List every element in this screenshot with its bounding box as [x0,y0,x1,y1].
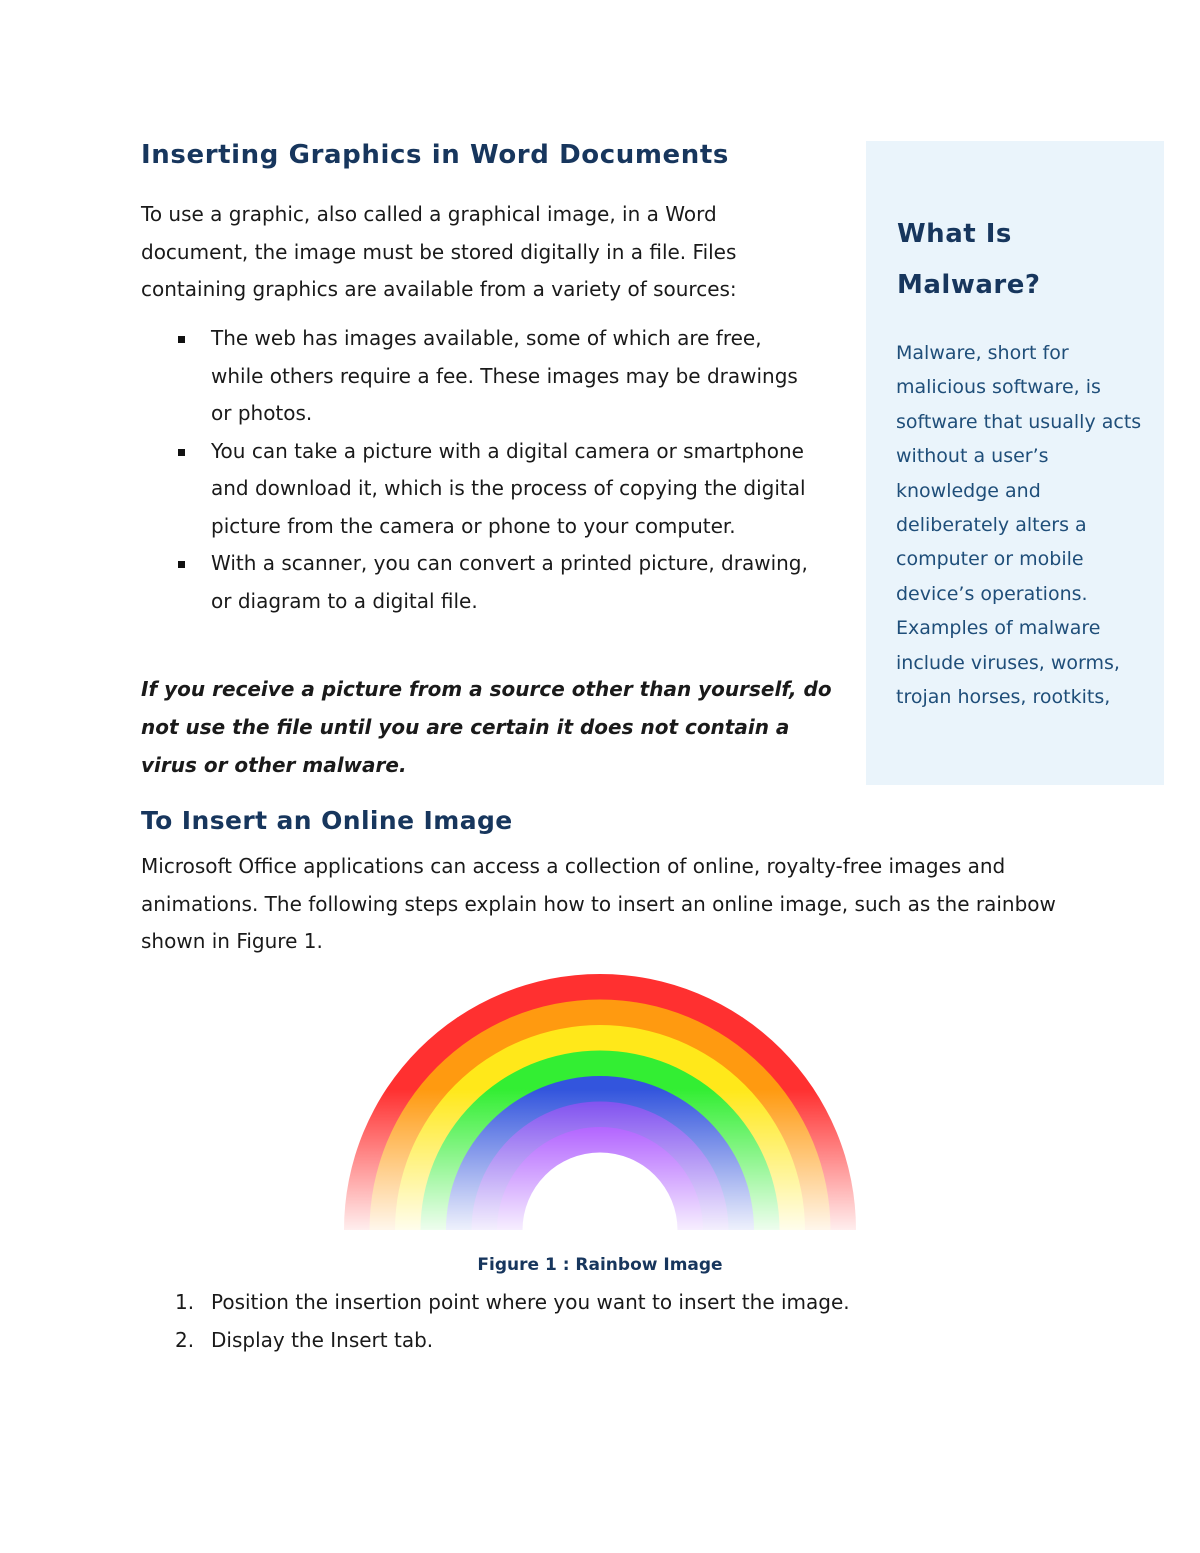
sources-list [141,320,821,620]
list-item-text: The web has images available, some of which are free, while others require a fee. These images may be drawings or photos. [211,326,798,425]
rainbow-fade-overlay [340,970,860,1235]
step-text: Position the insertion point where you want to insert the image. [211,1290,850,1314]
section-paragraph: Microsoft Office applications can access a collection of online, royalty-free images and animations. The following steps explain how to insert an online image, such as the rainbow shown in Figure 1. [141,854,1056,953]
step-number: 1. [175,1290,195,1314]
steps-list [141,1283,1041,1359]
sidebar-body: Malware, short for malicious software, is software that usually acts without a user’s knowledge and deliberately alters a computer or mobile device’s operations. Examples of malware include viruses, worms, trojan horses, rootkits, [896,342,1142,709]
list-item [141,320,811,433]
square-bullet-icon [178,449,185,456]
sidebar-title: What Is Malware? [897,219,1041,300]
malware-sidebar [866,141,1164,785]
malware-warning: If you receive a picture from a source other than yourself, do not use the file until you are certain it does not contain a virus or other malware. [141,677,832,777]
list-item-text: You can take a picture with a digital camera or smartphone and download it, which is the process of copying the digital picture from the camera or phone to your computer. [211,438,806,538]
step-item [141,1321,1041,1359]
document-title: Inserting Graphics in Word Documents [141,140,729,170]
rainbow-image [340,970,860,1235]
list-item [141,433,811,546]
list-item-text: With a scanner, you can convert a printed picture, drawing, or diagram to a digital file. [211,551,808,613]
intro-paragraph: To use a graphic, also called a graphical image, in a Word document, the image must be stored digitally in a file. Files containing graphics are available from a variety of sources: [141,202,737,301]
step-number: 2. [175,1328,195,1352]
step-text: Display the Insert tab. [211,1328,434,1352]
square-bullet-icon [178,561,185,568]
figure-caption: Figure 1 : Rainbow Image [477,1255,723,1275]
square-bullet-icon [178,336,185,343]
section-heading: To Insert an Online Image [141,806,513,835]
step-item [141,1283,1041,1321]
list-item [141,545,811,620]
